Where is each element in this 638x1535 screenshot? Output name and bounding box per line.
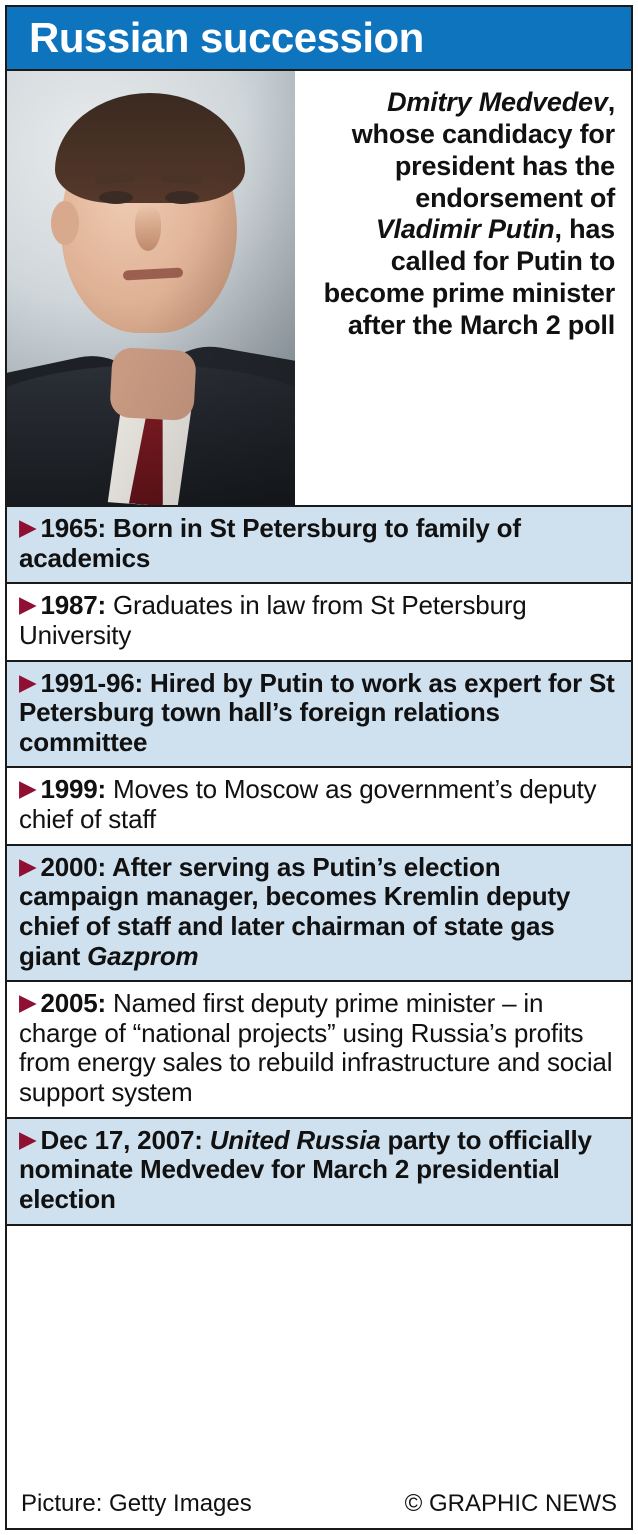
- timeline-year: 1987:: [40, 590, 106, 621]
- intro-block: [295, 71, 631, 505]
- timeline-item-1987: [7, 584, 631, 661]
- infographic-frame: [5, 5, 633, 1530]
- timeline-item-2000: [7, 846, 631, 983]
- timeline-emphasis: United Russia: [209, 1124, 381, 1155]
- timeline-item-1965: [7, 507, 631, 584]
- timeline-year: 2000:: [40, 851, 106, 882]
- timeline-text-after: party to officially nominate Medvedev for March 2 presidential election: [19, 1124, 592, 1214]
- timeline-year: 1999:: [40, 774, 106, 805]
- triangle-bullet-icon: ▶: [19, 591, 37, 618]
- triangle-bullet-icon: ▶: [19, 775, 37, 802]
- triangle-bullet-icon: ▶: [19, 514, 37, 540]
- timeline-item-dec-17-2007: [7, 1119, 631, 1226]
- intro-line2: , whose candidacy for president has the endorsement of: [351, 87, 615, 213]
- timeline: [7, 507, 631, 1480]
- timeline-emphasis: Gazprom: [87, 940, 199, 971]
- timeline-text: Moves to Moscow as government’s deputy chief of staff: [19, 774, 597, 834]
- intro-line3: , has called for Putin to become prime minister after the March 2 poll: [323, 214, 615, 341]
- intro-subject-name: Dmitry Medvedev: [387, 87, 608, 117]
- timeline-year: Dec 17, 2007:: [40, 1124, 203, 1155]
- portrait-photo: [7, 71, 295, 505]
- brand-copyright: © GRAPHIC NEWS: [404, 1490, 617, 1517]
- top-block: [7, 71, 631, 507]
- timeline-year: 1965:: [40, 513, 106, 543]
- photo-shading: [7, 71, 295, 505]
- triangle-bullet-icon: ▶: [19, 668, 37, 695]
- timeline-text: Named first deputy prime minister – in charge of “national projects” using Russia’s profits from energy sales to rebuild infrastructure and social support system: [19, 988, 613, 1107]
- timeline-item-1991-96: [7, 662, 631, 769]
- timeline-year: 1991-96:: [40, 667, 143, 698]
- timeline-text: Born in St Petersburg to family of academics: [19, 513, 521, 573]
- page-title: Russian succession: [29, 14, 424, 61]
- intro-endorser-name: Vladimir Putin: [375, 214, 555, 245]
- triangle-bullet-icon: ▶: [19, 852, 37, 879]
- timeline-year: 2005:: [40, 988, 106, 1019]
- timeline-text: Graduates in law from St Petersburg University: [19, 590, 527, 650]
- picture-credit: Picture: Getty Images: [21, 1490, 252, 1517]
- timeline-text: Hired by Putin to work as expert for St Petersburg town hall’s foreign relations committee: [19, 667, 615, 757]
- timeline-item-2005: [7, 982, 631, 1119]
- header: [7, 7, 631, 71]
- timeline-text-before: [203, 1125, 210, 1155]
- timeline-text: After serving as Putin’s election campaign manager, becomes Kremlin deputy chief of staff and later chairman of state gas giant: [19, 851, 571, 971]
- intro-text: [309, 87, 615, 342]
- triangle-bullet-icon: ▶: [19, 989, 37, 1016]
- footer: [7, 1480, 631, 1528]
- timeline-item-1999: [7, 768, 631, 845]
- triangle-bullet-icon: ▶: [19, 1125, 37, 1152]
